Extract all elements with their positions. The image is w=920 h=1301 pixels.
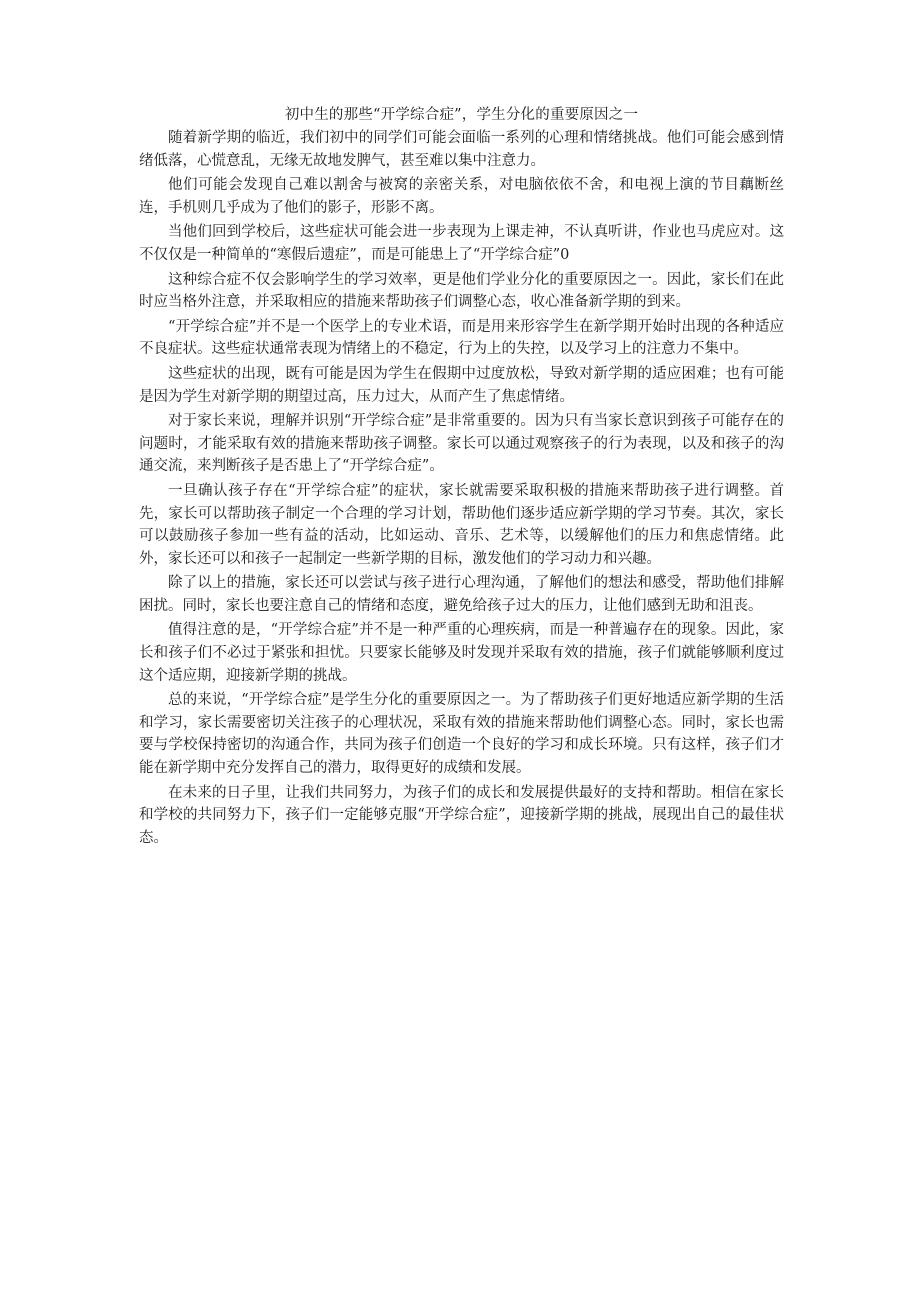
paragraph: “开学综合症”并不是一个医学上的专业术语，而是用来形容学生在新学期开始时出现的各种适应不良症状。这些症状通常表现为情绪上的不稳定，行为上的失控，以及学习上的注意力不集中。 — [139, 318, 784, 358]
paragraph: 当他们回到学校后，这些症状可能会进一步表现为上课走神，不认真听讲，作业也马虎应对。这不仅仅是一种简单的“寒假后遗症”，而是可能患上了“开学综合症”0 — [139, 224, 784, 263]
paragraph: 这些症状的出现，既有可能是因为学生在假期中过度放松，导致对新学期的适应困难；也有可能是因为学生对新学期的期望过高，压力过大，从而产生了焦虑情绪。 — [139, 365, 784, 405]
paragraph: 对于家长来说，理解并识别“开学综合症”是非常重要的。因为只有当家长意识到孩子可能存在的问题时，才能采取有效的措施来帮助孩子调整。家长可以通过观察孩子的行为表现，以及和孩子的沟通交流，来判断孩子是否患上了“开学综合症”。 — [139, 413, 784, 475]
paragraph: 除了以上的措施，家长还可以尝试与孩子进行心理沟通，了解他们的想法和感受，帮助他们排解困扰。同时，家长也要注意自己的情绪和态度，避免给孩子过大的压力，让他们感到无助和沮丧。 — [139, 575, 784, 614]
paragraph: 随着新学期的临近，我们初中的同学们可能会面临一系列的心理和情绪挑战。他们可能会感到情绪低落，心慌意乱，无缘无故地发脾气，甚至难以集中注意力。 — [139, 130, 784, 169]
paragraph: 总的来说，“开学综合症”是学生分化的重要原因之一。为了帮助孩子们更好地适应新学期的生活和学习，家长需要密切关注孩子的心理状况，采取有效的措施来帮助他们调整心态。同时，家长也需要与学校保持密切的沟通合作，共同为孩子们创造一个良好的学习和成长环境。只有这样，孩子们才能在新学期中充分发挥自己的潜力，取得更好的成绩和发展。 — [139, 692, 784, 777]
document-page — [139, 104, 784, 851]
paragraph: 值得注意的是，“开学综合症”并不是一种严重的心理疾病，而是一种普遍存在的现象。因此，家长和孩子们不必过于紧张和担忧。只要家长能够及时发现并采取有效的措施，孩子们就能够顺利度过这个适应期，迎接新学期的挑战。 — [139, 622, 784, 684]
paragraph: 这种综合症不仅会影响学生的学习效率，更是他们学业分化的重要原因之一。因此，家长们在此时应当格外注意，并采取相应的措施来帮助孩子们调整心态，收心准备新学期的到来。 — [139, 271, 784, 311]
paragraph: 一旦确认孩子存在“开学综合症”的症状，家长就需要采取积极的措施来帮助孩子进行调整。首先，家长可以帮助孩子制定一个合理的学习计划，帮助他们逐步适应新学期的学习节奏。其次，家长可以鼓励孩子参加一些有益的活动，比如运动、音乐、艺术等，以缓解他们的压力和焦虑情绪。此外，家长还可以和孩子一起制定一些新学期的目标，激发他们的学习动力和兴趣。 — [139, 482, 784, 567]
paragraph: 在未来的日子里，让我们共同努力，为孩子们的成长和发展提供最好的支持和帮助。相信在家长和学校的共同努力下，孩子们一定能够克服“开学综合症”，迎接新学期的挑战，展现出自己的最佳状态。 — [139, 784, 784, 846]
document-title: 初中生的那些“开学综合症”，学生分化的重要原因之一 — [284, 107, 639, 123]
paragraph: 他们可能会发现自己难以割舍与被窝的亲密关系，对电脑依依不舍，和电视上演的节目藕断丝连，手机则几乎成为了他们的影子，形影不离。 — [139, 177, 784, 216]
